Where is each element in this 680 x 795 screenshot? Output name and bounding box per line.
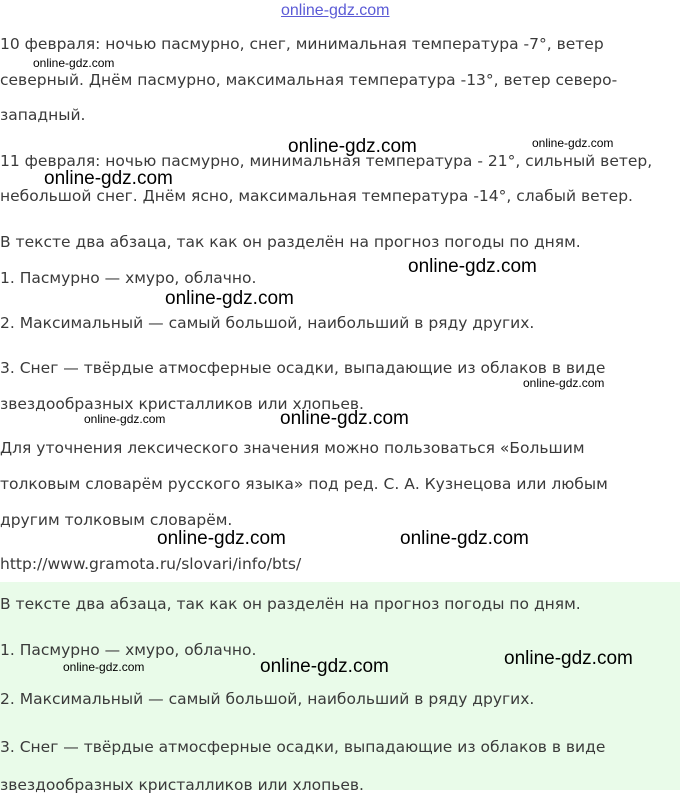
watermark: online-gdz.com (260, 656, 389, 677)
weather-line: северный. Днём пасмурно, максимальная температура -13°, ветер северо- (0, 71, 618, 89)
watermark: online-gdz.com (84, 412, 166, 426)
dictionary-link[interactable]: http://www.gramota.ru/slovari/info/bts/ (0, 555, 302, 573)
highlight-paragraphs: В тексте два абзаца, так как он разделён на прогноз погоды по дням. (0, 595, 581, 613)
answer-item: 2. Максимальный — самый большой, наибольший в ряду других. (0, 314, 535, 332)
watermark: online-gdz.com (523, 376, 605, 390)
watermark: online-gdz.com (33, 56, 115, 70)
weather-line: 10 февраля: ночью пасмурно, снег, минимальная температура -7°, ветер (0, 35, 604, 53)
site-header-link[interactable]: online-gdz.com (281, 2, 390, 19)
watermark: online-gdz.com (288, 136, 417, 157)
answer-item: 3. Снег — твёрдые атмосферные осадки, выпадающие из облаков в виде (0, 359, 606, 377)
watermark: online-gdz.com (280, 408, 409, 429)
dictionary-note: другим толковым словарём. (0, 511, 233, 529)
watermark: online-gdz.com (44, 168, 173, 189)
watermark: online-gdz.com (165, 288, 294, 309)
weather-line: западный. (0, 106, 86, 124)
highlight-item: звездообразных кристалликов или хлопьев. (0, 776, 364, 794)
watermark: online-gdz.com (400, 528, 529, 549)
watermark: online-gdz.com (504, 648, 633, 669)
answer-item: звездообразных кристалликов или хлопьев. (0, 395, 364, 413)
dictionary-note: Для уточнения лексического значения можно пользоваться «Большим (0, 439, 585, 457)
highlight-item: 1. Пасмурно — хмуро, облачно. (0, 641, 257, 659)
highlight-item: 2. Максимальный — самый большой, наибольший в ряду других. (0, 690, 535, 708)
answer-item: 1. Пасмурно — хмуро, облачно. (0, 269, 257, 287)
watermark: online-gdz.com (63, 660, 145, 674)
watermark: online-gdz.com (157, 528, 286, 549)
watermark: online-gdz.com (408, 256, 537, 277)
weather-line: небольшой снег. Днём ясно, максимальная температура -14°, слабый ветер. (0, 187, 633, 205)
answer-paragraphs: В тексте два абзаца, так как он разделён на прогноз погоды по дням. (0, 233, 581, 251)
dictionary-note: толковым словарём русского языка» под ред. С. А. Кузнецова или любым (0, 475, 608, 493)
watermark: online-gdz.com (532, 136, 614, 150)
weather-line: 11 февраля: ночью пасмурно, минимальная температура - 21°, сильный ветер, (0, 152, 653, 170)
highlight-item: 3. Снег — твёрдые атмосферные осадки, выпадающие из облаков в виде (0, 738, 606, 756)
